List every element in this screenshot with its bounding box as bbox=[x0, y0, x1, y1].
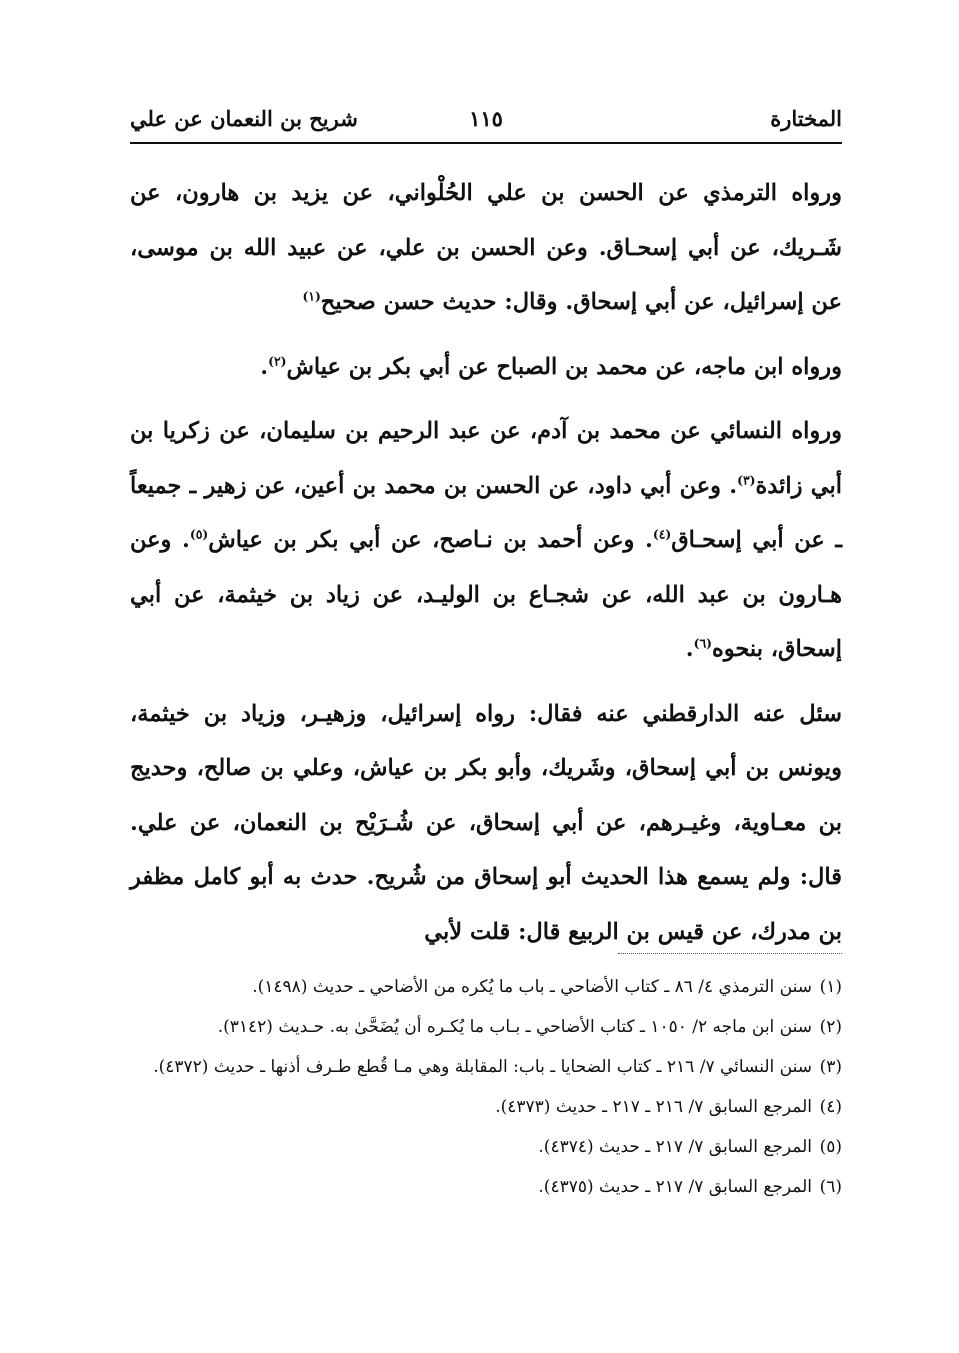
footnote-item bbox=[130, 1130, 842, 1164]
paragraph-daraqutni bbox=[130, 687, 842, 960]
paragraph-nasai bbox=[130, 404, 842, 677]
paragraph-segment: . وعن هـارون بن عبد الله، عن شجـاع بن الوليـد، عن زياد بن خيثمة، عن أبي إسحاق، بنحوه bbox=[130, 527, 842, 662]
paragraph-tail: . bbox=[685, 636, 694, 662]
footnote-ref: (٣) bbox=[737, 472, 756, 487]
footnote-item bbox=[130, 1010, 842, 1044]
header-chapter-title: شريح بن النعمان عن علي bbox=[130, 106, 358, 131]
paragraph-text: ورواه الترمذي عن الحسن بن علي الحُلْواني، عن يزيد بن هارون، عن شَـريك، عن أبي إسحـاق. وعن الحسن بن علي، عن عبيد الله بن موسى، عن إسرائيل، عن أبي إسحاق. وقال: حديث حسن صحيح bbox=[130, 180, 842, 315]
footnote-number: (٣) bbox=[819, 1057, 842, 1077]
paragraph-segment: . وعن أبي داود، عن الحسن بن محمد بن أعين، عن زهير ـ جميعاً ـ عن أبي إسحـاق bbox=[130, 472, 842, 553]
footnote-item bbox=[130, 970, 842, 1004]
footnote-ref: (٦) bbox=[693, 635, 712, 651]
paragraph-tail: . bbox=[260, 353, 269, 380]
header-book-title: المختارة bbox=[770, 106, 842, 131]
footnote-number: (٤) bbox=[819, 1097, 842, 1117]
footnotes bbox=[130, 970, 842, 1210]
footnote-number: (١) bbox=[819, 977, 842, 997]
paragraph-text: سئل عنه الدارقطني عنه فقال: رواه إسرائيل، وزهيـر، وزياد بن خيثمة، ويونس بن أبي إسحاق، وشَريك، وأبو بكر بن عياش، وعلي بن صالح، وحديج بن معـاوية، وغيـرهم، عن أبي إسحاق، عن شُـرَيْح بن النعمان، عن علي. قال: ولم يسمع هذا الحديث أبو إسحاق من شُريح. حدث به أبو كامل مظفر بن مدرك، عن قيس بن الربيع قال: قلت لأبي bbox=[130, 700, 842, 945]
paragraph-tirmidhi bbox=[130, 166, 842, 330]
footnote-ref: (٤) bbox=[652, 526, 672, 542]
footnote-item bbox=[130, 1050, 842, 1084]
footnote-ref: (٥) bbox=[189, 526, 209, 542]
footnote-divider bbox=[618, 953, 842, 954]
footnote-item bbox=[130, 1170, 842, 1204]
footnote-text: سنن ابن ماجه ٢/ ١٠٥٠ ـ كتاب الأضاحي ـ بـاب ما يُكـره أن يُضَحَّىٰ به. حـديث (٣١٤٢). bbox=[217, 1017, 812, 1037]
paragraph-text: ورواه ابن ماجه، عن محمد بن الصباح عن أبي بكر بن عياش bbox=[286, 353, 842, 380]
paragraph-segment: ورواه النسائي عن محمد بن آدم، عن عبد الرحيم بن سليمان، عن زكريا بن أبي زائدة bbox=[130, 418, 842, 499]
footnote-text: المرجع السابق ٧/ ٢١٦ ـ ٢١٧ ـ حديث (٤٣٧٣). bbox=[495, 1097, 812, 1117]
footnote-text: سنن الترمذي ٤/ ٨٦ ـ كتاب الأضاحي ـ باب ما يُكره من الأضاحي ـ حديث (١٤٩٨). bbox=[252, 977, 812, 997]
footnote-number: (٢) bbox=[819, 1017, 842, 1037]
footnote-number: (٦) bbox=[819, 1177, 842, 1197]
footnote-text: المرجع السابق ٧/ ٢١٧ ـ حديث (٤٣٧٤). bbox=[538, 1137, 812, 1157]
footnote-item bbox=[130, 1090, 842, 1124]
paragraph-segment: . وعن أحمد بن نـاصح، عن أبي بكر بن عياش bbox=[208, 527, 653, 553]
footnote-number: (٥) bbox=[819, 1137, 842, 1157]
main-text bbox=[130, 166, 842, 959]
running-header bbox=[130, 100, 842, 144]
footnote-ref: (٢) bbox=[268, 353, 287, 368]
footnote-ref: (١) bbox=[302, 288, 321, 304]
footnote-text: سنن النسائي ٧/ ٢١٦ ـ كتاب الضحايا ـ باب: المقابلة وهي مـا قُطع طـرف أذنها ـ حديث (٤٣٧٢). bbox=[153, 1057, 812, 1077]
footnote-text: المرجع السابق ٧/ ٢١٧ ـ حديث (٤٣٧٥). bbox=[538, 1177, 812, 1197]
page-number: ١١٥ bbox=[469, 106, 503, 131]
paragraph-ibn-majah bbox=[130, 340, 842, 395]
